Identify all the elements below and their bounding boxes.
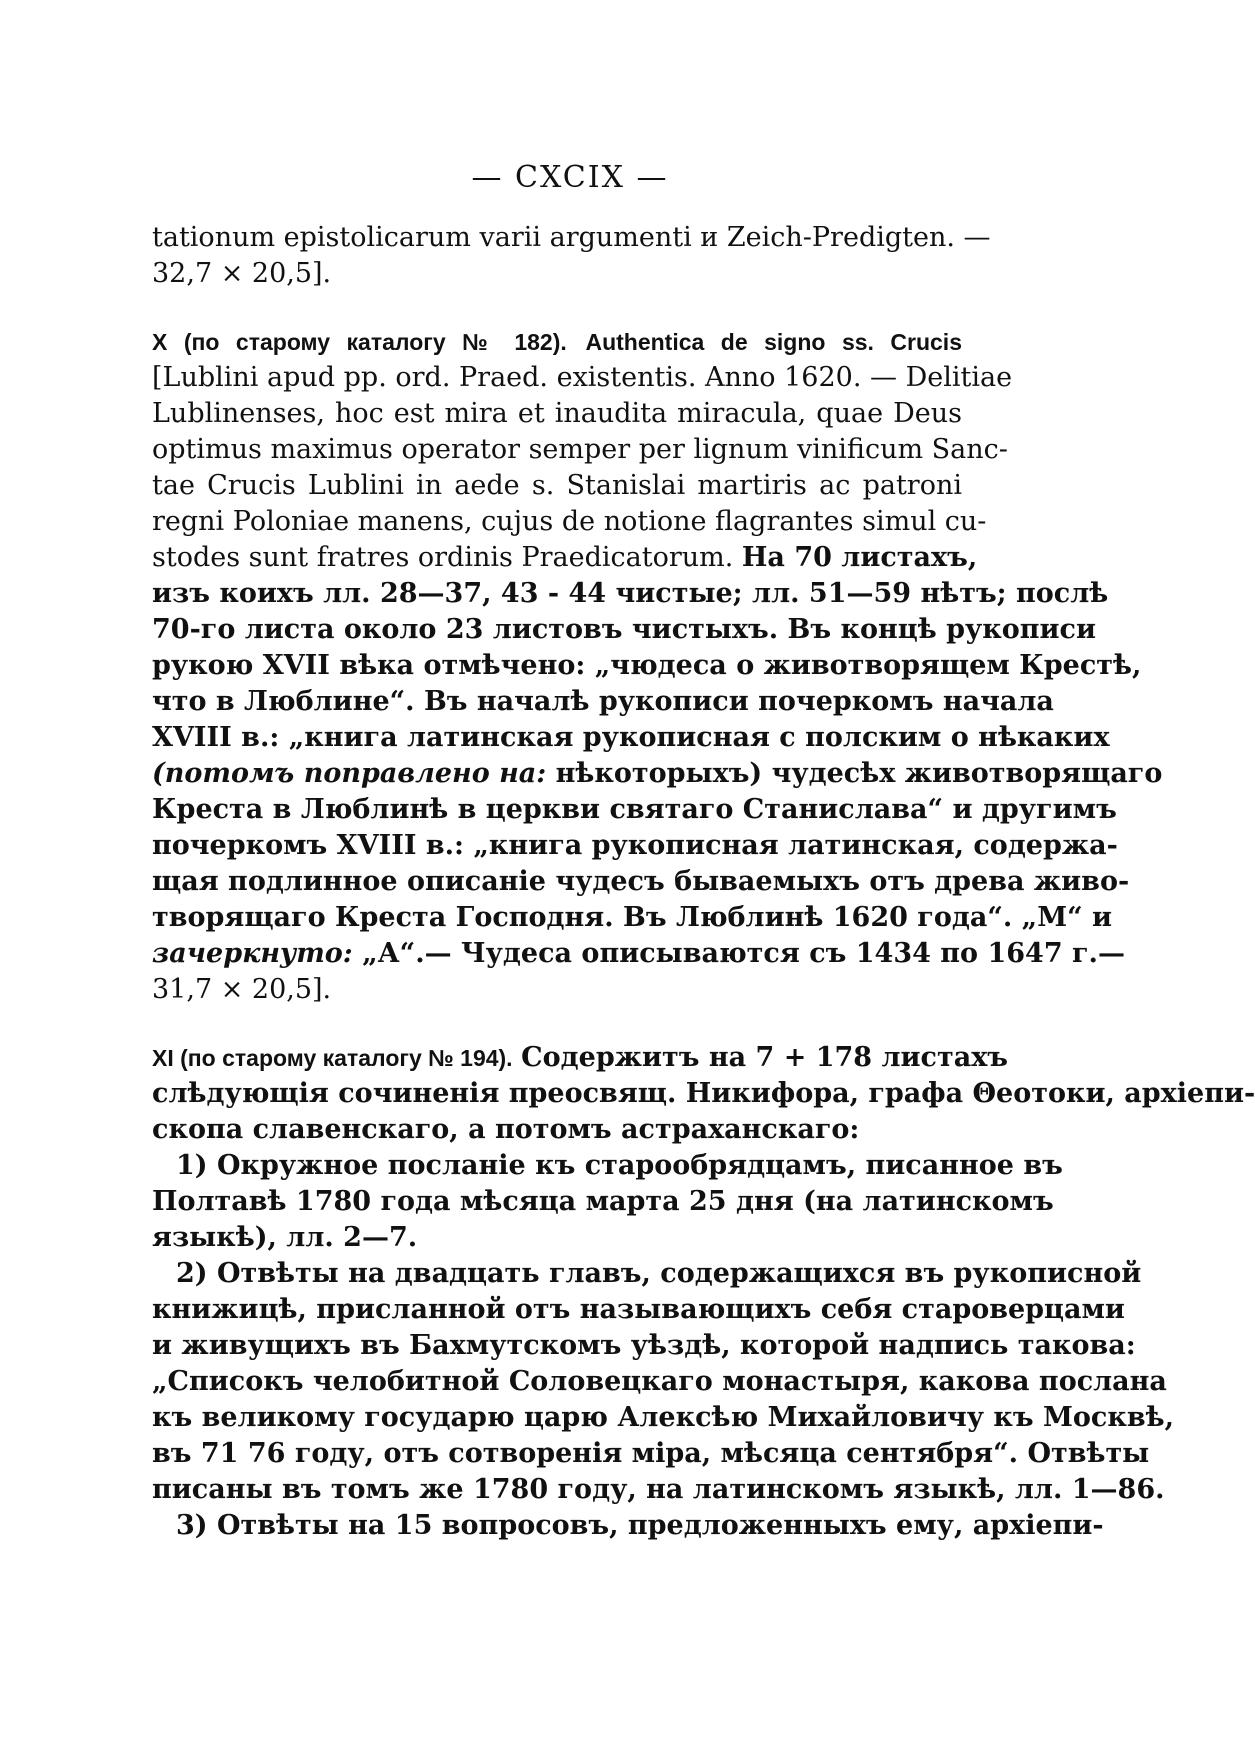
text-line: писаны въ томъ же 1780 году, на латинскомъ языкѣ, лл. 1—86. (152, 1474, 1165, 1505)
text-line: слѣдующія сочиненія преосвящ. Никифора, графа Θеотоки, архіепи- (152, 1078, 1255, 1109)
text-line: „Списокъ челобитной Соловецкаго монастыря, какова послана (152, 1366, 1167, 1397)
list-item-3: 3) Отвѣты на 15 вопросовъ, предложенныхъ ему, архіепи- (176, 1510, 1104, 1541)
text-line: [Lublini apud pp. ord. Praed. existentis. Anno 1620. — Delitiae (152, 362, 1013, 393)
text-line: optimus maximus operator semper per lignum vinificum Sanc- (152, 434, 1008, 465)
text-line (152, 540, 978, 576)
page-text (152, 220, 1255, 1544)
list-item-1: 1) Окружное посланіе къ старообрядцамъ, писанное въ (176, 1150, 1063, 1181)
text-line: почеркомъ XVIII в.: „книга рукописная латинская, содержа- (152, 830, 1118, 861)
text-line: 32,7 × 20,5]. (152, 258, 332, 289)
text-line: изъ коихъ лл. 28—37, 43 - 44 чистые; лл. 51—59 нѣтъ; послѣ (152, 578, 1109, 609)
text-line: Полтавѣ 1780 года мѣсяца марта 25 дня (на латинскомъ (152, 1186, 1054, 1217)
text-line: XVIII в.: „книга латинская рукописная с полским о нѣкаких (152, 722, 1110, 753)
text-line: 31,7 × 20,5]. (152, 974, 332, 1005)
text-line: творящаго Креста Господня. Въ Люблинѣ 1620 года“. „М“ и (152, 902, 1113, 933)
text-line: въ 71 76 году, отъ сотворенія міра, мѣсяца сентября“. Отвѣты (152, 1438, 1150, 1469)
text-line (152, 936, 1125, 972)
text-line: къ великому государю царю Алексѣю Михайловичу къ Москвѣ, (152, 1402, 1175, 1433)
entry-x-title: Authentica de signo ss. Crucis (585, 329, 962, 355)
text-segment: нѣкоторыхъ) чудесѣх животворящаго (555, 758, 1163, 789)
italic-segment: зачеркнуто: (152, 938, 353, 969)
text-line: скопа славенскаго, а потомъ астраханскаго: (152, 1114, 860, 1145)
list-item-2: 2) Отвѣты на двадцать главъ, содержащихся въ рукописной (176, 1258, 1142, 1289)
page-number: — CXCIX — (471, 160, 669, 195)
text-line: рукою XVII вѣка отмѣчено: „чюдеса о животворящем Крестѣ, (152, 650, 1142, 681)
text-segment: stodes sunt fratres ordinis Praedicatorum. (152, 542, 734, 573)
text-line: Креста в Люблинѣ в церкви святаго Станислава“ и другимъ (152, 794, 1117, 825)
entry-x-line (152, 324, 962, 360)
spacer (152, 292, 962, 324)
text-line: tae Crucis Lublini in aede s. Stanislai martiris ac patroni (152, 470, 962, 501)
text-line: Lublinenses, hoc est mira et inaudita miracula, quae Deus (152, 398, 962, 429)
text-line: что в Люблине“. Въ началѣ рукописи почеркомъ начала (152, 686, 1054, 717)
text-line: языкѣ), лл. 2—7. (152, 1222, 418, 1253)
entry-xi-heading: XI (по старому каталогу № 194). (152, 1045, 513, 1071)
text-line: tationum epistolicarum varii argumenti и Zeich-Predigten. — (152, 222, 991, 253)
text-line: книжицѣ, присланной отъ называющихъ себя староверцами (152, 1294, 1125, 1325)
italic-segment: (потомъ поправлено на: (152, 758, 547, 789)
text-line: 70-го листа около 23 листовъ чистыхъ. Въ концѣ рукописи (152, 614, 1096, 645)
text-line: regni Poloniae manens, cujus de notione flagrantes simul cu- (152, 506, 987, 537)
text-line: щая подлинное описаніе чудесъ бываемыхъ отъ древа живо- (152, 866, 1130, 897)
entry-xi-line (152, 1040, 1009, 1076)
entry-x-heading: X (по старому каталогу № 182). (152, 329, 567, 355)
text-line (152, 756, 1163, 792)
text-segment: „А“.— Чудеса описываются съ 1434 по 1647 г.— (362, 938, 1125, 969)
text-segment: На 70 листахъ, (741, 542, 978, 573)
text-segment: Содержитъ на 7 + 178 листахъ (521, 1042, 1009, 1073)
text-line: и живущихъ въ Бахмутскомъ уѣздѣ, которой надпись такова: (152, 1330, 1136, 1361)
spacer (152, 1008, 962, 1040)
